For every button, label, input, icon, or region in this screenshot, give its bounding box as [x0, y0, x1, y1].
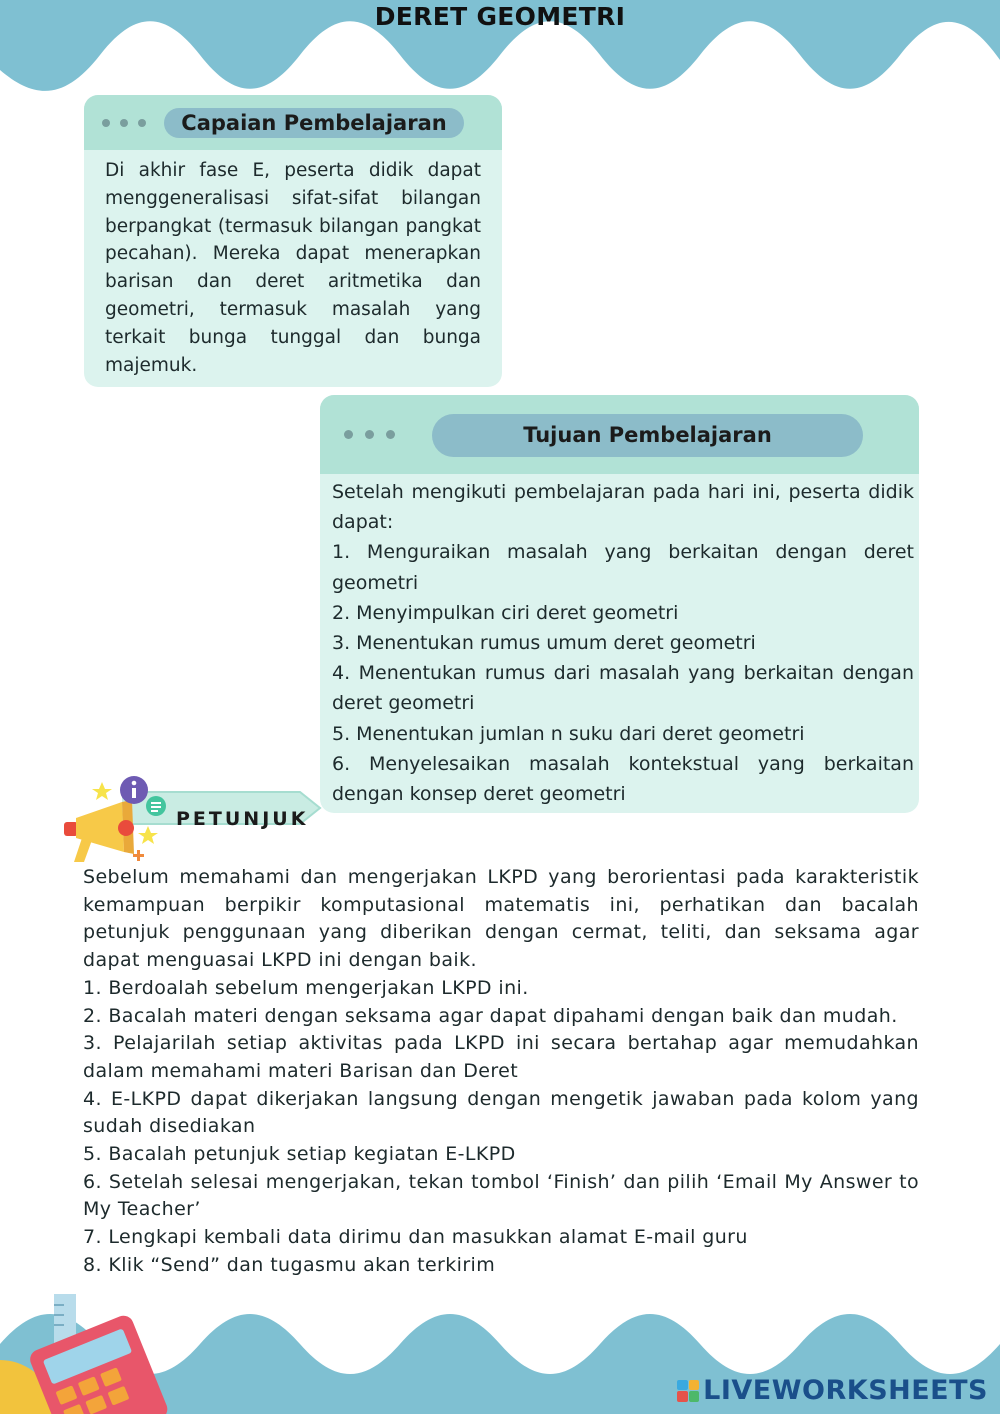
petunjuk-item: 5. Bacalah petunjuk setiap kegiatan E-LKPD [83, 1143, 516, 1166]
petunjuk-body [83, 864, 919, 1280]
brand-name: LIVEWORKSHEETS [703, 1375, 988, 1406]
tujuan-item: 4. Menentukan rumus dari masalah yang berkaitan dengan deret geometri [332, 662, 914, 715]
plus-icon [133, 850, 144, 861]
petunjuk-item: 7. Lengkapi kembali data dirimu dan masukkan alamat E-mail guru [83, 1226, 748, 1249]
tujuan-body [320, 474, 919, 809]
petunjuk-item: 3. Pelajarilah setiap aktivitas pada LKPD ini secara bertahap agar memudahkan dalam memahami materi Barisan dan Deret [83, 1032, 919, 1082]
petunjuk-item: 4. E-LKPD dapat dikerjakan langsung dengan mengetik jawaban pada kolom yang sudah disediakan [83, 1087, 919, 1138]
chat-bubble-icon [146, 796, 166, 816]
petunjuk-item: 6. Setelah selesai mengerjakan, tekan tombol ‘Finish’ dan pilih ‘Email My Answer to My Teacher’ [83, 1170, 919, 1221]
capaian-heading: Capaian Pembelajaran [164, 108, 464, 138]
star-icon [92, 782, 112, 800]
tujuan-item: 3. Menentukan rumus umum deret geometri [332, 632, 756, 655]
petunjuk-item: 2. Bacalah materi dengan seksama agar dapat dipahami dengan baik dan mudah. [83, 1004, 898, 1027]
calculator-icon [0, 1290, 170, 1414]
petunjuk-label: PETUNJUK [176, 808, 309, 830]
capaian-card [84, 95, 502, 387]
tujuan-intro: Setelah mengikuti pembelajaran pada hari ini, peserta didik dapat: [332, 481, 914, 534]
tujuan-card [320, 395, 919, 813]
capaian-card-header [84, 95, 502, 150]
window-dots-icon [344, 430, 395, 439]
petunjuk-intro: Sebelum memahami dan mengerjakan LKPD yang berorientasi pada karakteristik kemampuan berpikir komputasional matematis ini, perhatikan dan bacalah petunjuk penggunaan yang diberikan dengan cermat, teliti, dan seksama agar dapat menguasai LKPD ini dengan baik. [83, 866, 919, 972]
window-dots-icon [102, 119, 146, 127]
petunjuk-item: 1. Berdoalah sebelum mengerjakan LKPD ini. [83, 976, 529, 999]
tujuan-item: 1. Menguraikan masalah yang berkaitan dengan deret geometri [332, 541, 914, 594]
megaphone-icon [64, 800, 134, 862]
tujuan-item: 2. Menyimpulkan ciri deret geometri [332, 601, 679, 624]
tujuan-card-header [320, 395, 919, 474]
capaian-text: Di akhir fase E, peserta didik dapat menggeneralisasi sifat-sifat bilangan berpangkat (termasuk bilangan pangkat pecahan). Mereka dapat menerapkan barisan dan deret aritmetika dan geometri, termasuk masalah yang terkait bunga tunggal dan bunga majemuk. [105, 160, 481, 376]
info-icon [120, 776, 148, 804]
page-title: DERET GEOMETRI [374, 2, 626, 31]
liveworksheets-brand [677, 1375, 988, 1406]
liveworksheets-logo-icon [677, 1380, 699, 1402]
tujuan-item: 5. Menentukan jumlan n suku dari deret geometri [332, 722, 805, 745]
petunjuk-item: 8. Klik “Send” dan tugasmu akan terkirim [83, 1253, 496, 1276]
tujuan-heading: Tujuan Pembelajaran [432, 414, 863, 457]
tujuan-item: 6. Menyelesaikan masalah kontekstual yang berkaitan dengan konsep deret geometri [332, 752, 914, 806]
star-icon [138, 826, 158, 844]
